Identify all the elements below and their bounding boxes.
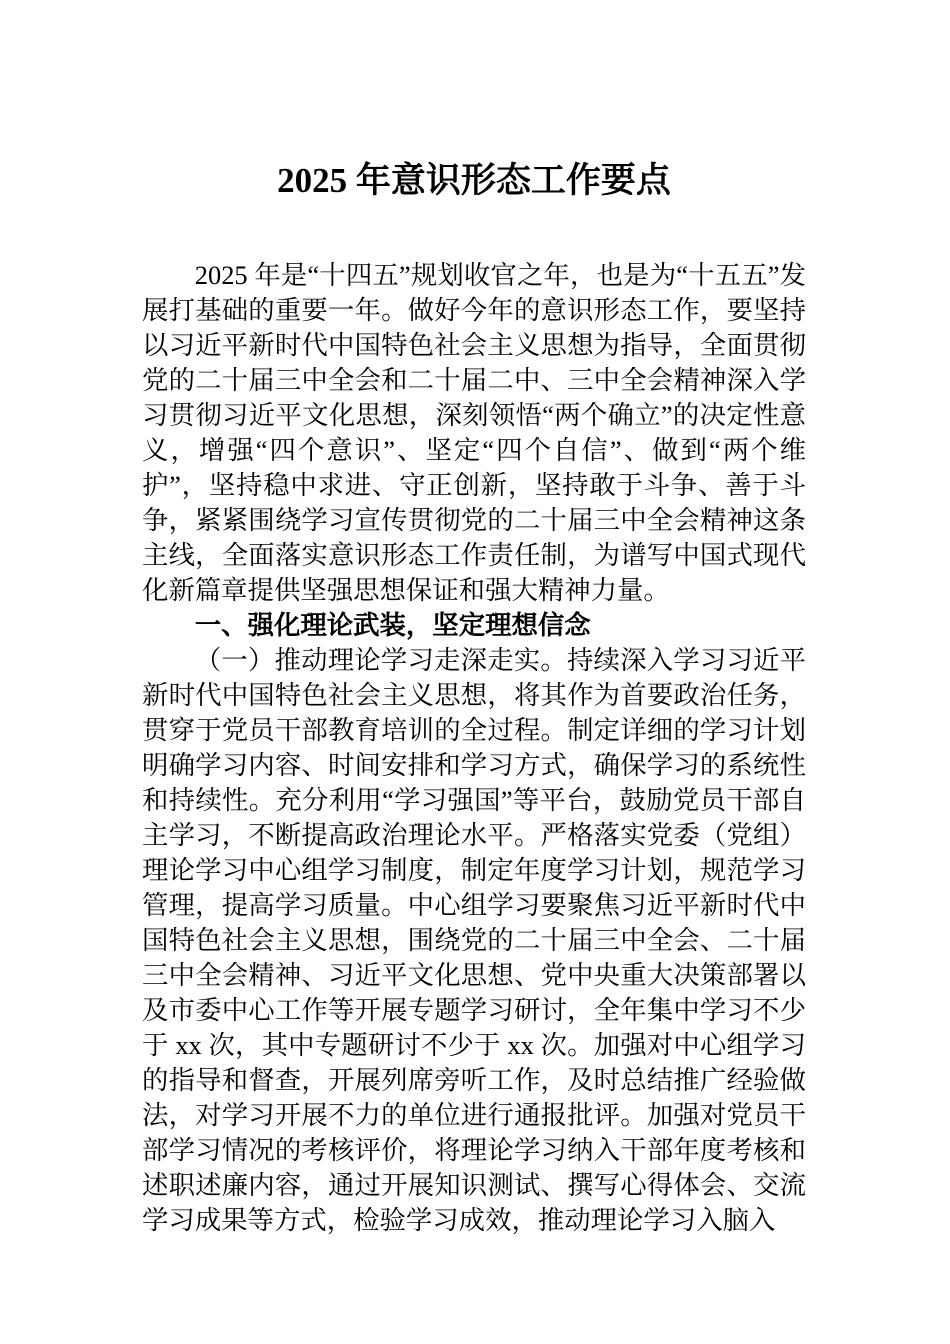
section-1-paragraph: （一）推动理论学习走深走实。持续深入学习习近平新时代中国特色社会主义思想，将其作为首要政治任务，贯穿于党员干部教育培训的全过程。制定详细的学习计划明确学习内容、时间安排和学习方式，确保学习的系统性和持续性。充分利用“学习强国”等平台，鼓励党员干部自主学习，不断提高政治理论水平。严格落实党委（党组）理论学习中心组学习制度，制定年度学习计划，规范学习管理，提高学习质量。中心组学习要聚焦习近平新时代中国特色社会主义思想，围绕党的二十届三中全会、二十届三中全会精神、习近平文化思想、党中央重大决策部署以及市委中心工作等开展专题学习研讨，全年集中学习不少于 xx 次，其中专题研讨不少于 xx 次。加强对中心组学习的指导和督查，开展列席旁听工作，及时总结推广经验做法，对学习开展不力的单位进行通报批评。加强对党员干部学习情况的考核评价，将理论学习纳入干部年度考核和述职述廉内容，通过开展知识测试、撰写心得体会、交流学习成果等方式，检验学习成效，推动理论学习入脑入 (142, 645, 806, 1235)
document-title: 2025 年意识形态工作要点 (277, 161, 671, 200)
document-content (142, 0, 806, 1238)
section-heading-1: 一、强化理论武装，坚定理想信念 (194, 610, 591, 640)
intro-paragraph: 2025 年是“十四五”规划收官之年，也是为“十五五”发展打基础的重要一年。做好今年的意识形态工作，要坚持以习近平新时代中国特色社会主义思想为指导，全面贯彻党的二十届三中全会和二十届二中、三中全会精神深入学习贯彻习近平文化思想，深刻领悟“两个确立”的决定性意义，增强“四个意识”、坚定“四个自信”、做到“两个维护”，坚持稳中求进、守正创新，坚持敢于斗争、善于斗争，紧紧围绕学习宣传贯彻党的二十届三中全会精神这条主线，全面落实意识形态工作责任制，为谱写中国式现代化新篇章提供坚强思想保证和强大精神力量。 (142, 260, 806, 605)
